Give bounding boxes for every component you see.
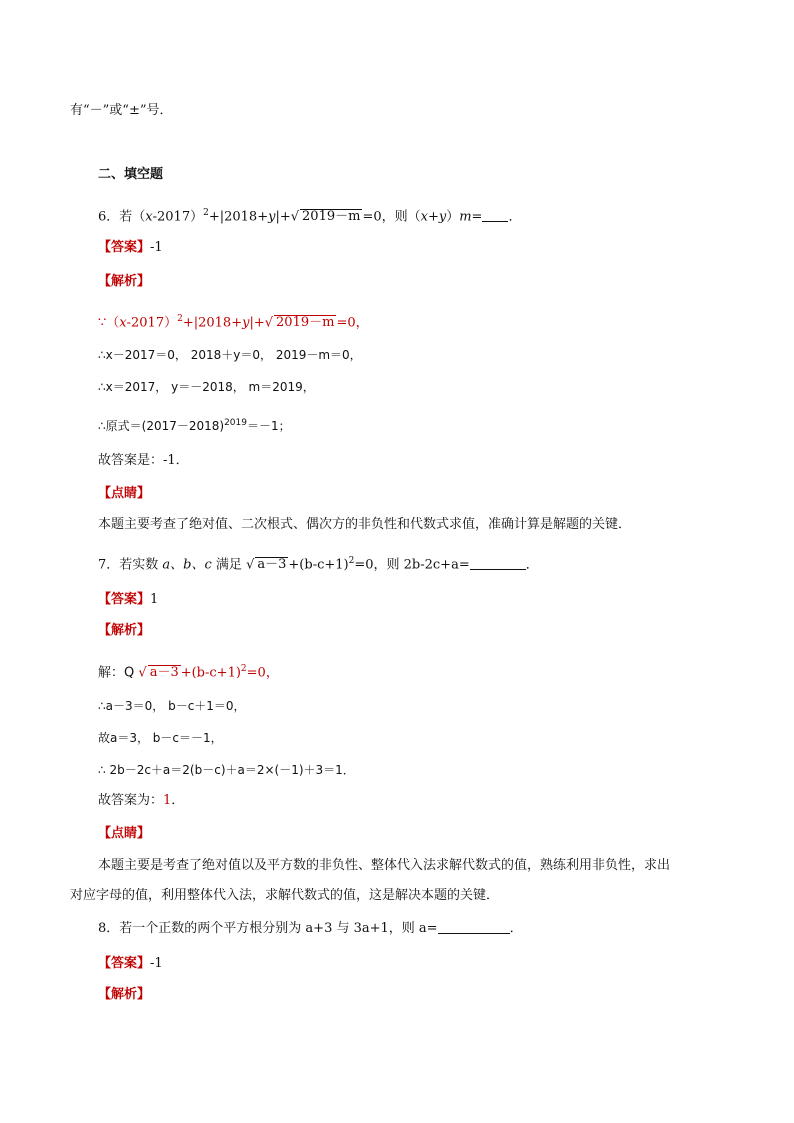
q7-stem: 7．若实数 a、b、c 满足 √ $a-3 +(b-c+1)^2=0$，则 2b-2c+a= ． (98, 556, 539, 573)
q6-step-1: $\because(x-2017)^2+|2018+y|+√$ 2019－m =0， (98, 314, 369, 331)
q7-comment-tag: 【点睛】 (98, 826, 151, 841)
q6-stem: 6．若$(x-2017)^2+|2018+y|+√$ 2019－m =0，则（x+y）m= ． (98, 208, 522, 225)
q7-step-5: 故答案为：1． (98, 793, 185, 808)
q7-answer: 【答案】1 (98, 592, 159, 607)
q8-answer-blank[interactable] (438, 919, 510, 934)
q6-comment: 本题主要考查了绝对值、二次根式、偶次方的非负性和代数式求值，准确计算是解题的关键． (98, 517, 632, 532)
q8-stem: 8．若一个正数的两个平方根分别为 a+3 与 3a+1，则 a= ． (98, 921, 523, 936)
q7-step-1: 解：Q √ $a-3 +(b-c+1)^2=0$， (98, 664, 279, 681)
section-title: 二、填空题 (98, 167, 164, 182)
q7-step-2: ∴a－3＝0， b－c＋1＝0， (98, 699, 246, 713)
q6-step-4: ∴原式$=(2017-2018)^{2019}=-1$； (98, 418, 291, 433)
q8-answer: 【答案】-1 (98, 956, 163, 971)
q6-radical: 2019－m (302, 209, 361, 225)
q6-analysis-tag: 【解析】 (98, 274, 151, 289)
top-note: 有“－”或“±”号． (70, 103, 173, 118)
answer-tag: 【答案】 (98, 240, 151, 255)
q6-comment-tag: 【点睛】 (98, 486, 151, 501)
q6-answer-blank[interactable] (482, 207, 508, 222)
q7-step-3: 故a＝3， b－c＝－1， (98, 731, 223, 745)
q8-analysis-tag: 【解析】 (98, 987, 151, 1002)
q6-step-5: 故答案是：-1． (98, 453, 189, 468)
q7-comment-line-2: 对应字母的值，利用整体代入法，求解代数式的值，这是解决本题的关键． (70, 888, 500, 903)
q7-step-4: ∴ 2b－2c＋a＝2(b－c)＋a＝2×(－1)＋3＝1． (98, 763, 355, 777)
q6-step-3: ∴x＝2017， y＝－2018， m＝2019， (98, 380, 315, 394)
q7-answer-blank[interactable] (470, 555, 526, 570)
q6-step-2: ∴x－2017＝0， 2018＋y＝0， 2019－m＝0， (98, 348, 362, 362)
q7-analysis-tag: 【解析】 (98, 623, 151, 638)
q6-answer: 【答案】-1 (98, 240, 163, 255)
q7-comment-line-1: 本题主要是考查了绝对值以及平方数的非负性、整体代入法求解代数式的值，熟练利用非负性，求出 (98, 858, 671, 873)
